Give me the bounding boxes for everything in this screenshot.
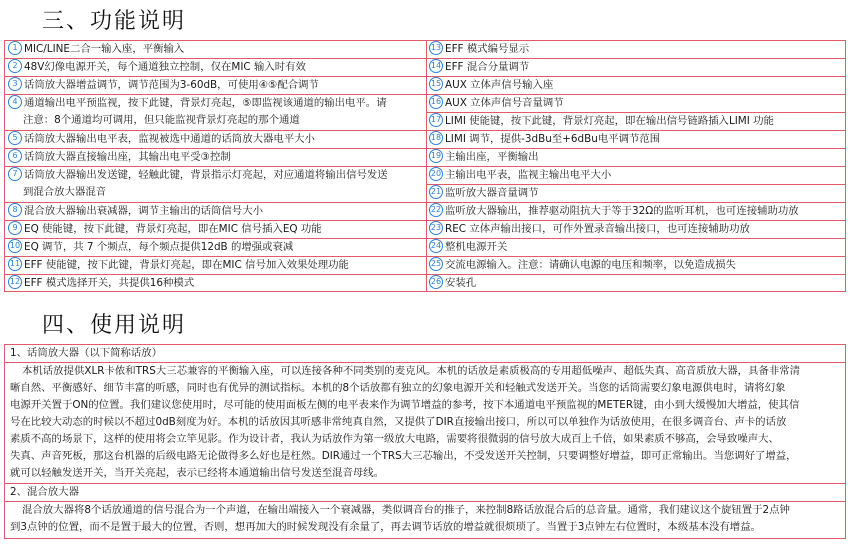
usage-line: 号在比较大动态的时候以不超过0dB刻度为好。本机的话放因其听感非常纯真自然，又提供了DIR直接输出接口，所以可以单独作为话放使用，在很多调音台、声卡的话放 <box>10 416 787 428</box>
function-item-26 <box>426 275 845 293</box>
function-item-23 <box>426 221 845 239</box>
item-number-badge: 4 <box>8 95 22 109</box>
item-text: 交流电源输入。注意：请确认电源的电压和频率，以免造成损失 <box>445 259 736 271</box>
item-number-badge: 22 <box>429 203 443 217</box>
item-text: 话筒放大器输出发送键，轻触此键，背景指示灯亮起，对应通道将输出信号发送 <box>24 169 388 181</box>
item-text: 安装孔 <box>445 277 477 289</box>
function-item-4 <box>5 95 426 131</box>
usage-line: 本机话放提供XLR卡侬和TRS大三芯兼容的平衡输入座，可以连接各种不同类别的麦克风。本机的话放是素质极高的专用超低噪声、超低失真、高音质放大器，具备非常清 <box>22 365 801 377</box>
item-number-badge: 20 <box>429 167 443 181</box>
function-item-text <box>429 203 845 220</box>
function-item-text <box>429 239 845 256</box>
usage-table <box>4 344 846 539</box>
item-text: EQ 调节，共 7 个频点，每个频点提供12dB 的增强或衰减 <box>24 241 294 253</box>
item-number-badge: 9 <box>8 221 22 235</box>
function-table-right-column <box>426 41 845 291</box>
function-item-text <box>429 59 845 76</box>
function-item-text <box>429 275 845 292</box>
item-text: EFF 混合分量调节 <box>445 61 530 73</box>
item-number-badge: 16 <box>429 95 443 109</box>
item-number-badge: 1 <box>8 41 22 55</box>
item-number-badge: 3 <box>8 77 22 91</box>
function-item-17 <box>426 113 845 131</box>
function-item-3 <box>5 77 426 95</box>
function-item-8 <box>5 203 426 221</box>
item-number-badge: 15 <box>429 77 443 91</box>
item-number-badge: 10 <box>8 239 22 253</box>
item-number-badge: 2 <box>8 59 22 73</box>
function-item-11 <box>5 257 426 275</box>
item-text: EFF 模式编号显示 <box>445 43 530 55</box>
item-text: 到混合放大器混音 <box>23 186 107 198</box>
usage-line: 电源开关置于ON的位置。我们建议您使用时，尽可能的使用面板左侧的电平表来作为调节增益的参考，按下本通道电平预监视的METER键，由小到大缓慢加大增益，使其信 <box>10 399 800 411</box>
function-item-16 <box>426 95 845 113</box>
function-item-12 <box>5 275 426 293</box>
item-number-badge: 21 <box>429 185 443 199</box>
item-text: 整机电源开关 <box>445 241 508 253</box>
function-item-text <box>8 257 426 274</box>
function-item-text <box>8 149 426 166</box>
item-text: 通道输出电平预监视，按下此键，背景灯亮起，⑤即监视该通道的输出电平。请 <box>24 97 387 109</box>
item-text: 主输出电平表，监视主输出电平大小 <box>445 169 612 181</box>
item-text: EQ 使能键，按下此键，背景灯亮起，即在MIC 信号插入EQ 功能 <box>24 223 322 235</box>
item-text: LIMI 使能键，按下此键，背景灯亮起，即在输出信号链路插入LIMI 功能 <box>445 115 774 127</box>
function-item-text <box>429 167 845 184</box>
function-item-text <box>8 184 426 201</box>
usage-heading: 1、话筒放大器（以下简称话放） <box>5 345 845 363</box>
function-item-text <box>429 257 845 274</box>
function-item-text <box>8 77 426 94</box>
function-item-text <box>8 239 426 256</box>
function-item-text <box>429 113 845 130</box>
function-item-2 <box>5 59 426 77</box>
item-number-badge: 6 <box>8 149 22 163</box>
usage-line: 就可以轻触发送开关，当开关亮起，表示已经将本通道输出信号发送至混音母线。 <box>10 467 385 479</box>
item-text: 主输出座，平衡输出 <box>445 151 539 163</box>
item-text: 48V幻像电源开关，每个通道独立控制，仅在MIC 输入时有效 <box>24 61 306 73</box>
item-text: 混合放大器输出衰减器，调节主输出的话筒信号大小 <box>24 205 263 217</box>
item-number-badge: 11 <box>8 257 22 271</box>
function-item-text <box>8 221 426 238</box>
usage-line: 失真、声音死板，那这台机器的后级电路无论做得多么好也是枉然。DIR通过一个TRS大三芯输出，不受发送开关控制，只要调整好增益，即可正常输出。当您调好了增益， <box>10 450 797 462</box>
item-text: EFF 使能键，按下此键，背景灯亮起，即在MIC 信号加入效果处理功能 <box>24 259 349 271</box>
function-item-text <box>8 112 426 129</box>
function-item-24 <box>426 239 845 257</box>
function-item-22 <box>426 203 845 221</box>
usage-heading: 2、混合放大器 <box>5 484 845 502</box>
function-item-21 <box>426 185 845 203</box>
item-text: 话筒放大器直接输出座，其输出电平受③控制 <box>24 151 231 163</box>
function-item-text <box>429 185 845 202</box>
function-item-text <box>429 131 845 148</box>
function-item-25 <box>426 257 845 275</box>
item-number-badge: 13 <box>429 41 443 55</box>
function-item-19 <box>426 149 845 167</box>
item-number-badge: 24 <box>429 239 443 253</box>
item-text: REC 立体声输出接口，可作外置录音输出接口，也可连接辅助功放 <box>445 223 750 235</box>
function-item-text <box>429 221 845 238</box>
usage-paragraph <box>5 502 845 538</box>
function-item-13 <box>426 41 845 59</box>
item-number-badge: 8 <box>8 203 22 217</box>
function-item-9 <box>5 221 426 239</box>
item-number-badge: 23 <box>429 221 443 235</box>
function-item-15 <box>426 77 845 95</box>
usage-paragraph <box>5 363 845 484</box>
function-item-5 <box>5 131 426 149</box>
section-title-functions: 三、功能说明 <box>42 9 187 34</box>
item-text: LIMI 调节，提供-3dBu至+6dBu电平调节范围 <box>445 133 661 145</box>
item-text: EFF 模式选择开关，共提供16种模式 <box>24 277 195 289</box>
function-item-text <box>429 95 845 112</box>
function-table <box>4 40 846 292</box>
function-item-text <box>429 77 845 94</box>
item-number-badge: 7 <box>8 167 22 181</box>
function-item-14 <box>426 59 845 77</box>
function-item-text <box>8 203 426 220</box>
item-number-badge: 19 <box>429 149 443 163</box>
function-item-7 <box>5 167 426 203</box>
function-item-text <box>8 131 426 148</box>
function-item-6 <box>5 149 426 167</box>
item-text: 注意：8个通道均可调用，但只能监视背景灯亮起的那个通道 <box>23 114 300 126</box>
item-text: 监听放大器输出，推荐驱动阻抗大于等于32Ω的监听耳机，也可连接辅助功放 <box>445 205 799 217</box>
function-item-text <box>8 275 426 292</box>
item-number-badge: 18 <box>429 131 443 145</box>
item-text: AUX 立体声信号输入座 <box>445 79 554 91</box>
item-text: 话筒放大器增益调节，调节范围为3-60dB，可使用④⑤配合调节 <box>24 79 319 91</box>
item-text: MIC/LINE二合一输入座，平衡输入 <box>24 43 185 55</box>
item-number-badge: 26 <box>429 275 443 289</box>
item-number-badge: 17 <box>429 113 443 127</box>
function-item-text <box>429 41 845 58</box>
function-item-text <box>429 149 845 166</box>
item-text: 话筒放大器输出电平表，监视被选中通道的话筒放大器电平大小 <box>24 133 315 145</box>
usage-line: 混合放大器将8个话放通道的信号混合为一个声道，在输出端接入一个衰减器，类似调音台的推子，来控制8路话放混合后的总音量。通常，我们建议这个旋钮置于2点钟 <box>22 504 790 516</box>
function-item-18 <box>426 131 845 149</box>
section-title-usage: 四、使用说明 <box>42 313 187 338</box>
function-item-text <box>8 95 426 112</box>
item-number-badge: 14 <box>429 59 443 73</box>
function-table-left-column <box>5 41 427 291</box>
item-text: 监听放大器音量调节 <box>445 187 539 199</box>
item-number-badge: 25 <box>429 257 443 271</box>
usage-line: 晰自然、平衡感好、细节丰富的听感，同时也有优异的测试指标。本机的8个话放都有独立的幻象电源开关和轻触式发送开关。当您的话筒需要幻象电源供电时，请将幻象 <box>10 382 786 394</box>
function-item-text <box>8 41 426 58</box>
item-number-badge: 12 <box>8 275 22 289</box>
function-item-1 <box>5 41 426 59</box>
function-item-text <box>8 167 426 184</box>
item-text: AUX 立体声信号音量调节 <box>445 97 564 109</box>
function-item-10 <box>5 239 426 257</box>
usage-line: 到3点钟的位置，而不是置于最大的位置，否则，想再加大的时候发现没有余量了，再去调节话放的增益就很烦琐了。当置于3点钟左右位置时，本级基本没有增益。 <box>10 521 761 533</box>
usage-line: 素质不高的场景下，这样的使用将会立竿见影。作为设计者，我认为话放作为第一级放大电路，需要将很微弱的信号放大成百上千倍，如果素质不够高，会导致噪声大、 <box>10 433 779 445</box>
function-item-text <box>8 59 426 76</box>
function-item-20 <box>426 167 845 185</box>
item-number-badge: 5 <box>8 131 22 145</box>
